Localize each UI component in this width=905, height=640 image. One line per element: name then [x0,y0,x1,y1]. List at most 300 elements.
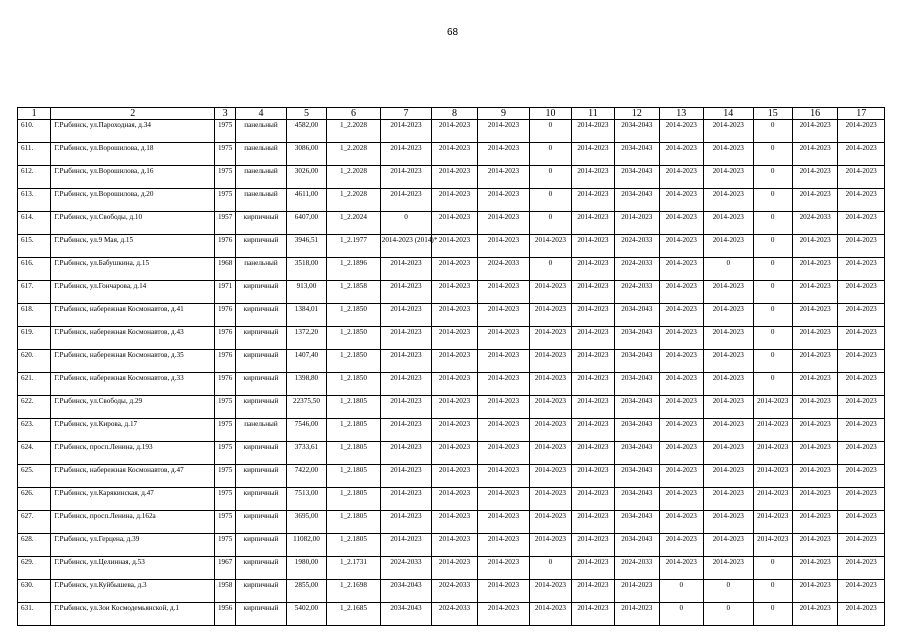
table-cell: 2014-2023 [838,281,885,304]
table-cell: 2014-2023 [571,350,614,373]
table-cell: 2014-2023 [659,465,703,488]
table-cell: 2034-2043 [615,166,659,189]
table-cell: 2014-2023 [477,580,530,603]
table-cell: 2014-2023 [659,396,703,419]
table-cell: 2034-2043 [615,511,659,534]
table-cell: 1_2.1805 [327,511,381,534]
table-cell: 2024-2033 [792,212,837,235]
table-cell: 2014-2023 [571,511,614,534]
table-cell: кирпичный [236,603,287,626]
column-header: 1 [18,108,51,120]
table-cell: 2014-2023 [792,557,837,580]
table-cell: 2014-2023 [571,212,614,235]
table-cell: 2014-2023 [792,419,837,442]
column-header: 14 [704,108,754,120]
table-cell: 2014-2023 [477,419,530,442]
table-cell: 1980,00 [286,557,326,580]
table-cell: 2014-2023 [659,373,703,396]
table-cell: 1975 [215,534,236,557]
table-row [18,396,885,419]
table-cell: 2014-2023 [530,465,571,488]
table-cell: 0 [530,120,571,143]
table-cell: 2014-2023 [432,281,477,304]
table-cell: 2024-2033 [615,281,659,304]
table-cell: 1384,01 [286,304,326,327]
table-cell: 2014-2023 [571,235,614,258]
table-cell: 2024-2033 [380,557,432,580]
table-cell: кирпичный [236,304,287,327]
table-cell: 2014-2023 [530,327,571,350]
table-cell: 1975 [215,166,236,189]
table-cell: 22375,50 [286,396,326,419]
table-cell: 2014-2023 [432,304,477,327]
page-number: 68 [446,27,459,38]
table-cell: 2014-2023 [380,166,432,189]
table-cell: 2014-2023 [571,465,614,488]
address-cell: Г.Рыбинск, ул.Бабушкина, д.15 [51,258,215,281]
address-cell: Г.Рыбинск, набережная Космонавтов, д.43 [51,327,215,350]
table-cell: 2014-2023 [530,511,571,534]
table-cell: 1958 [215,580,236,603]
table-cell: 2014-2023 [792,166,837,189]
table-cell: 2014-2023 [704,419,754,442]
table-cell: 1975 [215,120,236,143]
table-cell: 2014-2023 [432,534,477,557]
table-cell: 0 [380,212,432,235]
table-row [18,143,885,166]
table-cell: 1_2.1805 [327,534,381,557]
table-cell: 2014-2023 [704,189,754,212]
table-cell: 2024-2033 [432,603,477,626]
column-header: 4 [236,108,287,120]
table-cell: 1975 [215,511,236,534]
table-cell: 2014-2023 [571,373,614,396]
table-cell: 2014-2023 [571,166,614,189]
table-cell: 2014-2023 [380,511,432,534]
address-cell: Г.Рыбинск, ул.9 Мая, д.15 [51,235,215,258]
table-cell: 2014-2023 [530,488,571,511]
table-cell: 1967 [215,557,236,580]
table-cell: 2014-2023 [753,465,792,488]
table-cell: 2014-2023 [659,281,703,304]
table-cell: 2014-2023 [530,304,571,327]
table-cell: 2014-2023 [704,304,754,327]
table-row [18,212,885,235]
table-cell: 2014-2023 [477,281,530,304]
table-cell: 1975 [215,488,236,511]
table-cell: кирпичный [236,212,287,235]
table-cell: 2034-2043 [615,373,659,396]
address-cell: Г.Рыбинск, ул.Гончарова, д.14 [51,281,215,304]
table-cell: 2014-2023 [477,488,530,511]
table-row [18,488,885,511]
table-row [18,419,885,442]
table-cell: 2024-2033 [615,235,659,258]
table-cell: 2014-2023 [838,350,885,373]
table-cell: 1407,40 [286,350,326,373]
address-cell: Г.Рыбинск, просп.Ленина, д.162а [51,511,215,534]
table-cell: 2014-2023 [704,511,754,534]
table-cell: 2014-2023 [659,442,703,465]
table-cell: 2014-2023 [530,603,571,626]
address-cell: Г.Рыбинск, ул.Куйбышева, д.3 [51,580,215,603]
table-cell: 2034-2043 [615,189,659,212]
table-cell: 1976 [215,304,236,327]
column-header: 17 [838,108,885,120]
table-cell: 2014-2023 [838,465,885,488]
row-number-cell: 619. [18,327,51,350]
table-row [18,258,885,281]
row-number-cell: 617. [18,281,51,304]
table-row [18,350,885,373]
table-cell: 1_2.1731 [327,557,381,580]
table-row [18,603,885,626]
table-cell: 2014-2023 [432,258,477,281]
table-cell: 2014-2023 [792,304,837,327]
table-cell: 2014-2023 [571,488,614,511]
table-cell: 1_2.2028 [327,189,381,212]
table-cell: 1976 [215,350,236,373]
table-cell: 2014-2023 [530,442,571,465]
table-cell: 1968 [215,258,236,281]
address-cell: Г.Рыбинск, ул.Свободы, д.10 [51,212,215,235]
table-cell: 2014-2023 [477,396,530,419]
table-cell: 2014-2023 [659,120,703,143]
table-cell: 2014-2023 [380,534,432,557]
table-cell: 2014-2023 [704,143,754,166]
row-number-cell: 627. [18,511,51,534]
table-cell: 2014-2023 [838,534,885,557]
table-cell: 2014-2023 [704,557,754,580]
table-cell: 2014-2023 [477,511,530,534]
table-cell: панельный [236,143,287,166]
table-row [18,327,885,350]
table-cell: 2034-2043 [380,580,432,603]
table-cell: 2014-2023 [432,327,477,350]
table-cell: 1971 [215,281,236,304]
table-cell: 2014-2023 [477,304,530,327]
table-cell: 7513,00 [286,488,326,511]
table-cell: 1_2.1850 [327,327,381,350]
table-cell: 1_2.1805 [327,465,381,488]
table-cell: 2014-2023 [432,235,477,258]
table-cell: 2014-2023 [530,350,571,373]
table-cell: 2014-2023 [380,373,432,396]
table-cell: кирпичный [236,442,287,465]
table-cell: 2014-2023 [571,557,614,580]
table-cell: 1975 [215,396,236,419]
table-cell: 2014-2023 [704,534,754,557]
table-cell: 0 [530,189,571,212]
table-cell: 2014-2023 [477,557,530,580]
table-cell: 2014-2023 [838,212,885,235]
table-cell: 2014-2023 [571,143,614,166]
table-cell: 1_2.1805 [327,419,381,442]
address-cell: Г.Рыбинск, ул.Пароходная, д.34 [51,120,215,143]
table-cell: 2014-2023 [792,373,837,396]
table-cell: 2014-2023 [571,603,614,626]
table-cell: 0 [753,235,792,258]
table-cell: 2014-2023 [753,511,792,534]
table-cell: 1_2.2024 [327,212,381,235]
table-cell: 1_2.1805 [327,488,381,511]
row-number-cell: 623. [18,419,51,442]
table-cell: 7422,00 [286,465,326,488]
table-cell: 2024-2033 [477,258,530,281]
table-cell: 2014-2023 [753,419,792,442]
row-number-cell: 616. [18,258,51,281]
row-number-cell: 613. [18,189,51,212]
table-cell: 2014-2023 [753,534,792,557]
table-cell: 1_2.1805 [327,442,381,465]
table-cell: 2014-2023 [432,465,477,488]
table-cell: 2014-2023 [659,166,703,189]
table-cell: 2014-2023 [615,603,659,626]
table-cell: 2014-2023 [792,327,837,350]
table-cell: 2014-2023 [659,235,703,258]
table-cell: 0 [753,120,792,143]
table-cell: 2014-2023 [380,258,432,281]
column-header: 12 [615,108,659,120]
table-row [18,442,885,465]
table-cell: 0 [753,373,792,396]
table-cell: 2014-2023 [477,603,530,626]
table-cell: 0 [753,327,792,350]
table-cell: 2014-2023 [704,373,754,396]
table-cell: 2034-2043 [615,327,659,350]
row-number-cell: 626. [18,488,51,511]
address-cell: Г.Рыбинск, набережная Космонавтов, д.41 [51,304,215,327]
table-cell: 2014-2023 [432,442,477,465]
table-cell: 2014-2023 [571,419,614,442]
table-row [18,511,885,534]
table-cell: панельный [236,189,287,212]
table-cell: 1_2.1896 [327,258,381,281]
table-cell: 2014-2023 [530,419,571,442]
column-header: 8 [432,108,477,120]
column-header: 15 [753,108,792,120]
row-number-cell: 614. [18,212,51,235]
table-cell: 0 [753,212,792,235]
table-cell: 1_2.2028 [327,143,381,166]
table-cell: 1_2.1698 [327,580,381,603]
table-cell: 2014-2023 [792,603,837,626]
table-cell: 3518,00 [286,258,326,281]
table-cell: 2014-2023 [571,189,614,212]
table-cell: 2034-2043 [615,143,659,166]
table-cell: 2014-2023 [838,189,885,212]
table-cell: 2014-2023 [432,212,477,235]
table-cell: 0 [530,258,571,281]
address-cell: Г.Рыбинск, ул.Ворошилова, д.18 [51,143,215,166]
table-cell: 2014-2023 [659,534,703,557]
table-cell: 2014-2023 [704,212,754,235]
table-cell: 2014-2023 [380,350,432,373]
table-cell: панельный [236,258,287,281]
table-cell: 2014-2023 [659,212,703,235]
address-cell: Г.Рыбинск, набережная Космонавтов, д.33 [51,373,215,396]
table-cell: 2014-2023 [753,442,792,465]
housing-register-table [17,107,885,626]
table-cell: 2014-2023 [477,373,530,396]
table-cell: 1_2.2028 [327,166,381,189]
table-cell: кирпичный [236,327,287,350]
table-cell: 2014-2023 [659,327,703,350]
table-cell: 1372,20 [286,327,326,350]
row-number-cell: 630. [18,580,51,603]
column-header: 16 [792,108,837,120]
table-cell: 2014-2023 [432,189,477,212]
table-cell: панельный [236,419,287,442]
table-cell: 2014-2023 [477,235,530,258]
table-row [18,235,885,258]
table-cell: 2014-2023 [432,120,477,143]
table-cell: панельный [236,166,287,189]
table-cell: 2014-2023 [432,143,477,166]
table-cell: 4611,00 [286,189,326,212]
row-number-cell: 629. [18,557,51,580]
table-cell: 2034-2043 [615,419,659,442]
table-cell: 2014-2023 [477,350,530,373]
table-cell: 2014-2023 [838,258,885,281]
table-cell: 2014-2023 [477,442,530,465]
table-cell: 2014-2023 [838,603,885,626]
table-cell: 7546,00 [286,419,326,442]
table-cell: 2014-2023 [659,258,703,281]
table-cell: 2034-2043 [615,488,659,511]
table-cell: 2014-2023 [380,327,432,350]
table-cell: 2014-2023 [659,419,703,442]
table-cell: 0 [753,189,792,212]
table-cell: 1_2.1805 [327,396,381,419]
table-cell: 2014-2023 [571,534,614,557]
table-cell: 2014-2023 [477,212,530,235]
table-cell: 2014-2023 [530,281,571,304]
table-cell: 2014-2023 [380,419,432,442]
column-number-row [18,108,885,120]
table-cell: 2014-2023 [571,258,614,281]
table-cell: 2024-2033 [615,557,659,580]
table-cell: 2034-2043 [615,304,659,327]
table-cell: 2034-2043 [615,120,659,143]
table-cell: 2014-2023 [380,143,432,166]
table-cell: 2024-2033 [432,580,477,603]
table-cell: 2014-2023 [704,235,754,258]
address-cell: Г.Рыбинск, ул.Герцена, д.39 [51,534,215,557]
table-cell: 5402,00 [286,603,326,626]
table-cell: 0 [753,350,792,373]
table-cell: 1976 [215,235,236,258]
table-cell: 2014-2023 [380,189,432,212]
table-cell: 2014-2023 [838,166,885,189]
table-cell: 0 [704,580,754,603]
table-cell: 2014-2023 [571,281,614,304]
table-cell: 0 [530,212,571,235]
table-cell: 2014-2023 [477,465,530,488]
table-cell: 0 [753,143,792,166]
address-cell: Г.Рыбинск, ул.Карякинская, д.47 [51,488,215,511]
table-cell: 0 [753,166,792,189]
table-cell: 1_2.2028 [327,120,381,143]
table-cell: 0 [753,258,792,281]
table-cell: 1_2.1685 [327,603,381,626]
table-cell: 2014-2023 [704,488,754,511]
table-cell: 2014-2023 [792,580,837,603]
address-cell: Г.Рыбинск, ул.Целинная, д.53 [51,557,215,580]
table-cell: кирпичный [236,488,287,511]
table-cell: 2034-2043 [615,442,659,465]
table-cell: кирпичный [236,534,287,557]
table-cell: 2034-2043 [615,534,659,557]
table-cell: 2014-2023 [704,281,754,304]
table-cell: 1_2.1850 [327,373,381,396]
table-cell: 2014-2023 [530,396,571,419]
table-cell: 2014-2023 [792,189,837,212]
table-cell: 11082,00 [286,534,326,557]
table-cell: 1975 [215,189,236,212]
table-cell: 2014-2023 [659,350,703,373]
table-cell: 2014-2023 [571,327,614,350]
column-header: 11 [571,108,614,120]
address-cell: Г.Рыбинск, ул.Ворошилова, д.16 [51,166,215,189]
table-cell: 2014-2023 [838,143,885,166]
table-cell: 2014-2023 (2014)* [380,235,432,258]
table-cell: 2014-2023 [615,580,659,603]
table-cell: 2014-2023 [838,488,885,511]
table-cell: 2014-2023 [838,580,885,603]
row-number-cell: 621. [18,373,51,396]
address-cell: Г.Рыбинск, ул.Свободы, д.29 [51,396,215,419]
table-cell: панельный [236,120,287,143]
table-cell: 2014-2023 [380,488,432,511]
table-cell: 2014-2023 [838,511,885,534]
table-cell: 2014-2023 [571,396,614,419]
row-number-cell: 610. [18,120,51,143]
table-cell: 2014-2023 [838,419,885,442]
row-number-cell: 624. [18,442,51,465]
table-cell: 2014-2023 [659,511,703,534]
table-cell: 3733,61 [286,442,326,465]
row-number-cell: 615. [18,235,51,258]
table-cell: 2014-2023 [792,235,837,258]
row-number-cell: 612. [18,166,51,189]
table-cell: 2034-2043 [615,350,659,373]
table-cell: 2014-2023 [704,327,754,350]
table-row [18,580,885,603]
table-cell: 2014-2023 [380,304,432,327]
table-row [18,281,885,304]
table-cell: 2014-2023 [432,350,477,373]
table-cell: 2014-2023 [659,304,703,327]
column-header: 2 [51,108,215,120]
table-cell: 2014-2023 [704,465,754,488]
table-cell: 4582,00 [286,120,326,143]
table-cell: кирпичный [236,396,287,419]
table-row [18,304,885,327]
table-cell: 1976 [215,327,236,350]
table-cell: 2014-2023 [380,442,432,465]
address-cell: Г.Рыбинск, ул.Зои Космодемьянской, д.1 [51,603,215,626]
table-cell: 2014-2023 [704,442,754,465]
table-cell: 2014-2023 [530,534,571,557]
table-cell: 0 [753,557,792,580]
column-header: 9 [477,108,530,120]
table-cell: 0 [753,603,792,626]
table-row [18,557,885,580]
table-cell: 2014-2023 [792,488,837,511]
address-cell: Г.Рыбинск, ул.Ворошилова, д.20 [51,189,215,212]
table-cell: 2014-2023 [432,166,477,189]
